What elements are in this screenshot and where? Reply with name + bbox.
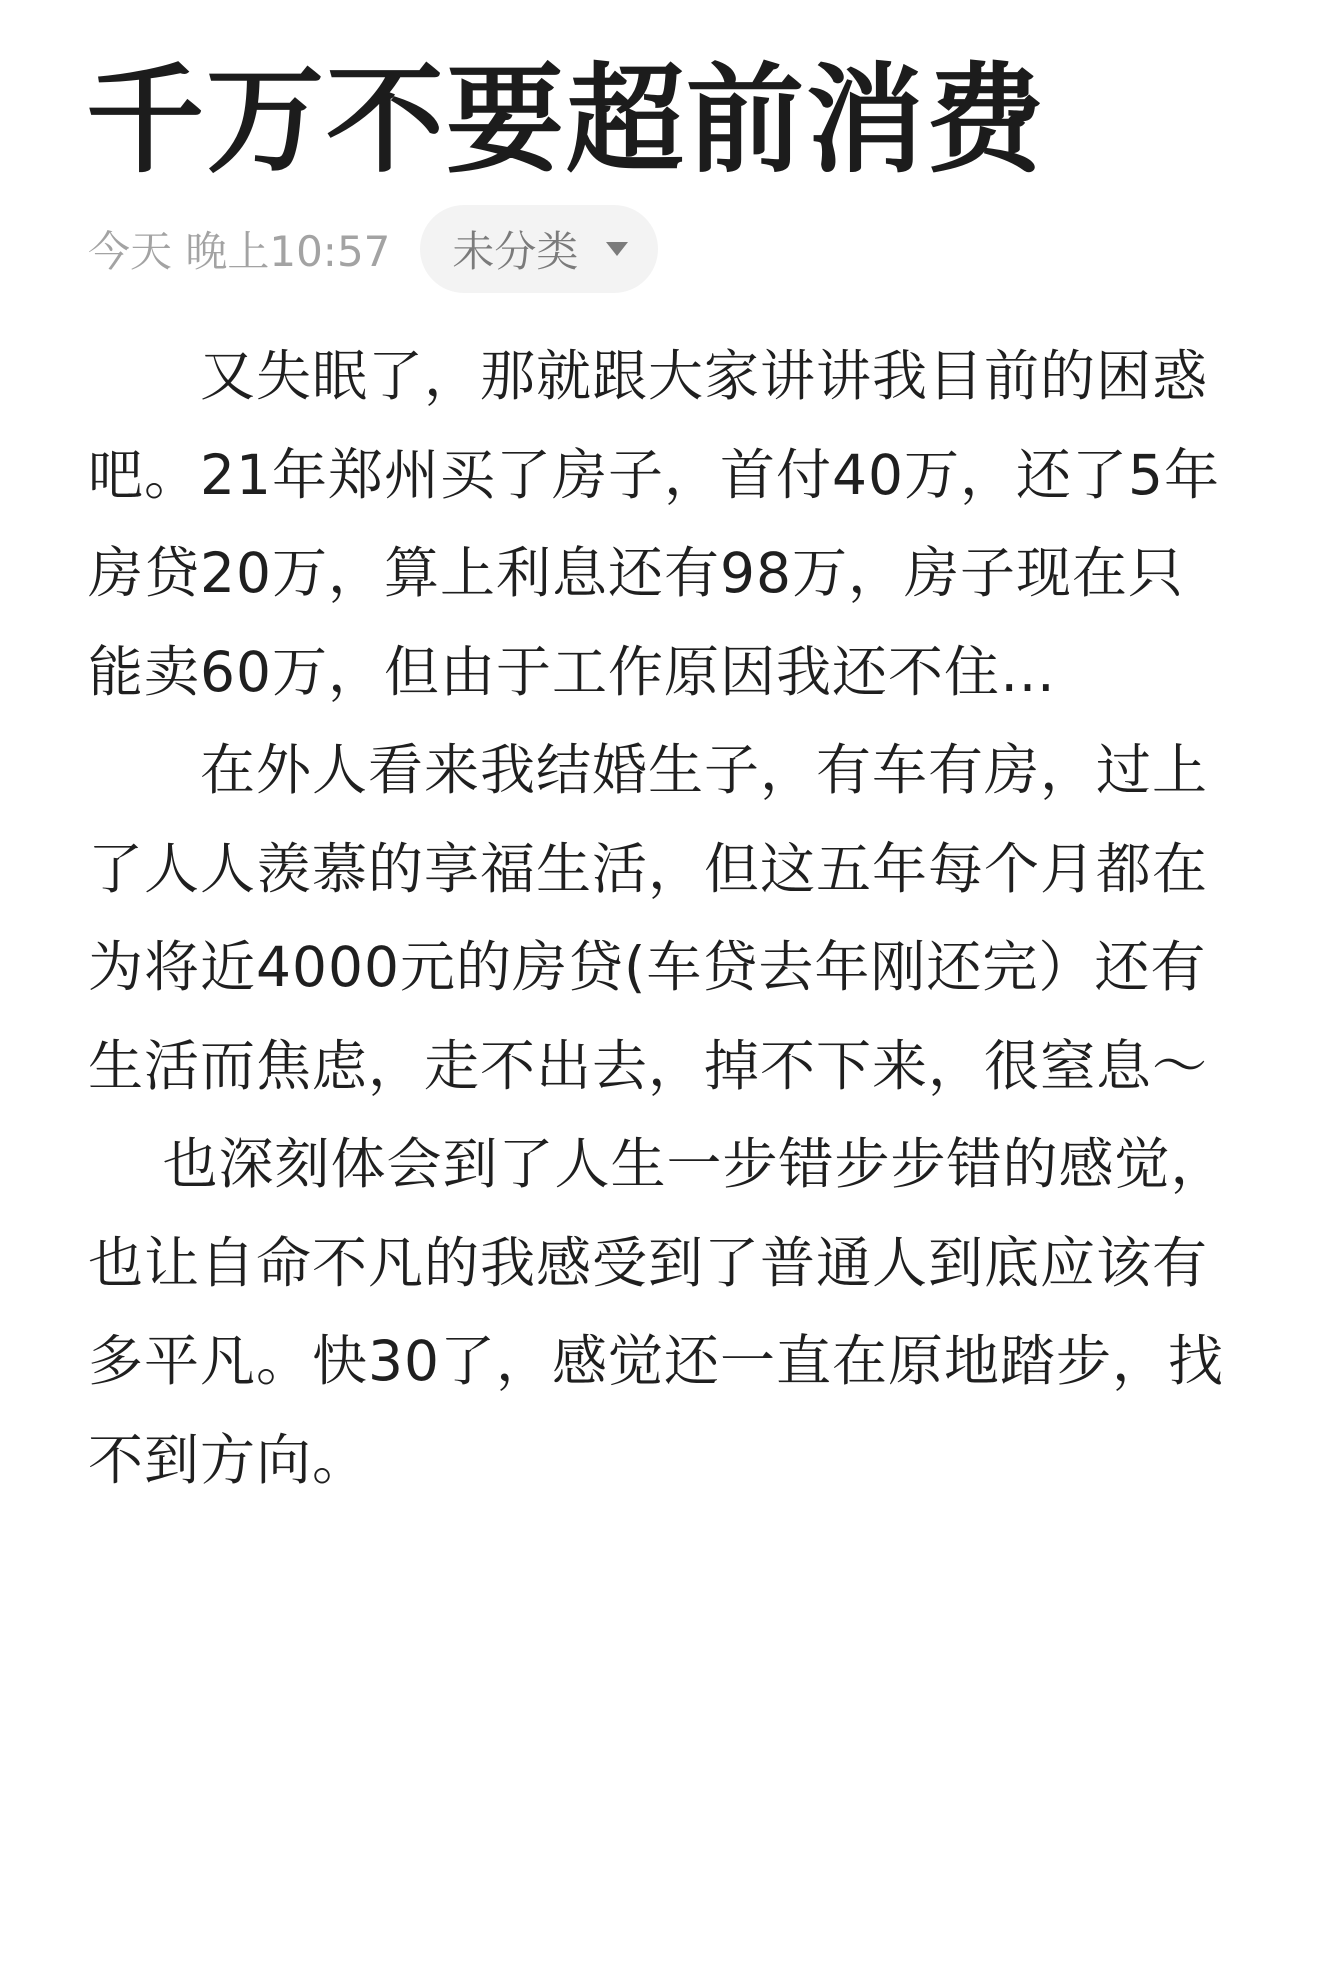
chevron-down-icon bbox=[606, 242, 628, 256]
note-timestamp: 今天 晚上10:57 bbox=[88, 227, 391, 276]
category-dropdown[interactable] bbox=[420, 205, 658, 293]
paragraph-1: 又失眠了，那就跟大家讲讲我目前的困惑吧。21年郑州买了房子，首付40万，还了5年房贷20万，算上利息还有98万，房子现在只能卖60万，但由于工作原因我还不住… bbox=[88, 344, 1220, 704]
paragraph-2: 在外人看来我结婚生子，有车有房，过上了人人羡慕的享福生活，但这五年每个月都在为将近4000元的房贷(车贷去年刚还完）还有生活而焦虑，走不出去，掉不下来，很窒息～ bbox=[88, 738, 1209, 1098]
note-title[interactable]: 千万不要超前消费 bbox=[86, 51, 1047, 189]
category-label: 未分类 bbox=[452, 227, 579, 276]
note-body[interactable] bbox=[88, 327, 1228, 1509]
paragraph-3: 也深刻体会到了人生一步错步步错的感觉，也让自命不凡的我感受到了普通人到底应该有多平凡。快30了，感觉还一直在原地踏步，找不到方向。 bbox=[88, 1132, 1227, 1492]
note-meta bbox=[88, 205, 658, 293]
